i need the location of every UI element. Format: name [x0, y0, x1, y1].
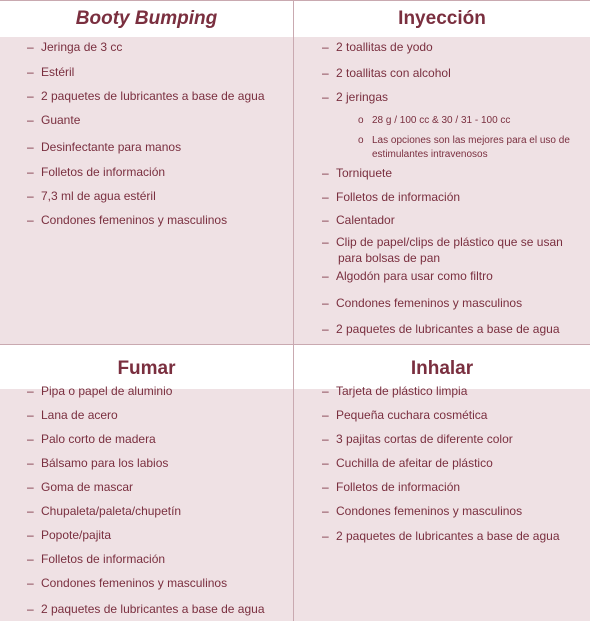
fumar-title: Fumar: [0, 345, 293, 389]
list-item: – Condones femeninos y masculinos: [27, 576, 228, 590]
inhalar-title: Inhalar: [294, 345, 590, 389]
list-item: – 3 pajitas cortas de diferente color: [322, 432, 513, 446]
list-item: – Jeringa de 3 cc: [27, 40, 123, 54]
list-item: – 2 paquetes de lubricantes a base de agua: [322, 529, 560, 543]
list-item: – Popote/pajita: [27, 528, 112, 542]
list-item: – Palo corto de madera: [27, 432, 156, 446]
list-item: – 2 paquetes de lubricantes a base de agua: [27, 89, 265, 103]
sub-list-item: o 28 g / 100 cc & 30 / 31 - 100 cc: [358, 115, 511, 126]
list-item: – Calentador: [322, 213, 395, 227]
list-item: – Desinfectante para manos: [27, 140, 182, 154]
list-item: – 7,3 ml de agua estéril: [27, 189, 156, 203]
sub-list-item-continued: estimulantes intravenosos: [372, 149, 488, 160]
list-item: – Folletos de información: [27, 165, 166, 179]
inyeccion-title: Inyección: [294, 1, 590, 37]
list-item: – 2 paquetes de lubricantes a base de agua: [322, 322, 560, 336]
list-item: – 2 toallitas con alcohol: [322, 66, 451, 80]
list-item: – Goma de mascar: [27, 480, 134, 494]
list-item: – Tarjeta de plástico limpia: [322, 384, 468, 398]
list-item: – Algodón para usar como filtro: [322, 269, 493, 283]
booty-bumping-cell: [0, 1, 293, 344]
sub-list-item: o Las opciones son las mejores para el uso de: [358, 135, 570, 146]
list-item: – Condones femeninos y masculinos: [27, 213, 228, 227]
list-item: – Folletos de información: [322, 190, 461, 204]
vertical-divider: [293, 1, 294, 621]
list-item: – Torniquete: [322, 166, 393, 180]
list-item: – Pequeña cuchara cosmética: [322, 408, 488, 422]
fumar-cell: [0, 345, 293, 621]
list-item: – Lana de acero: [27, 408, 118, 422]
list-item: – Guante: [27, 113, 81, 127]
list-item: – 2 paquetes de lubricantes a base de agua: [27, 602, 265, 616]
booty-bumping-title: Booty Bumping: [0, 1, 293, 37]
list-item: – Cuchilla de afeitar de plástico: [322, 456, 493, 470]
list-item: – Condones femeninos y masculinos: [322, 296, 523, 310]
list-item: – Folletos de información: [322, 480, 461, 494]
list-item: – Bálsamo para los labios: [27, 456, 169, 470]
list-item: – 2 jeringas: [322, 90, 389, 104]
list-item: – Clip de papel/clips de plástico que se usan: [322, 235, 563, 249]
inyeccion-cell: [294, 1, 590, 344]
list-item: – Pipa o papel de aluminio: [27, 384, 173, 398]
inhalar-cell: [294, 345, 590, 621]
list-item: – 2 toallitas de yodo: [322, 40, 433, 54]
list-item: – Folletos de información: [27, 552, 166, 566]
horizontal-divider: [0, 344, 590, 345]
list-item-continued: para bolsas de pan: [338, 251, 441, 265]
list-item: – Estéril: [27, 65, 75, 79]
list-item: – Condones femeninos y masculinos: [322, 504, 523, 518]
list-item: – Chupaleta/paleta/chupetín: [27, 504, 182, 518]
